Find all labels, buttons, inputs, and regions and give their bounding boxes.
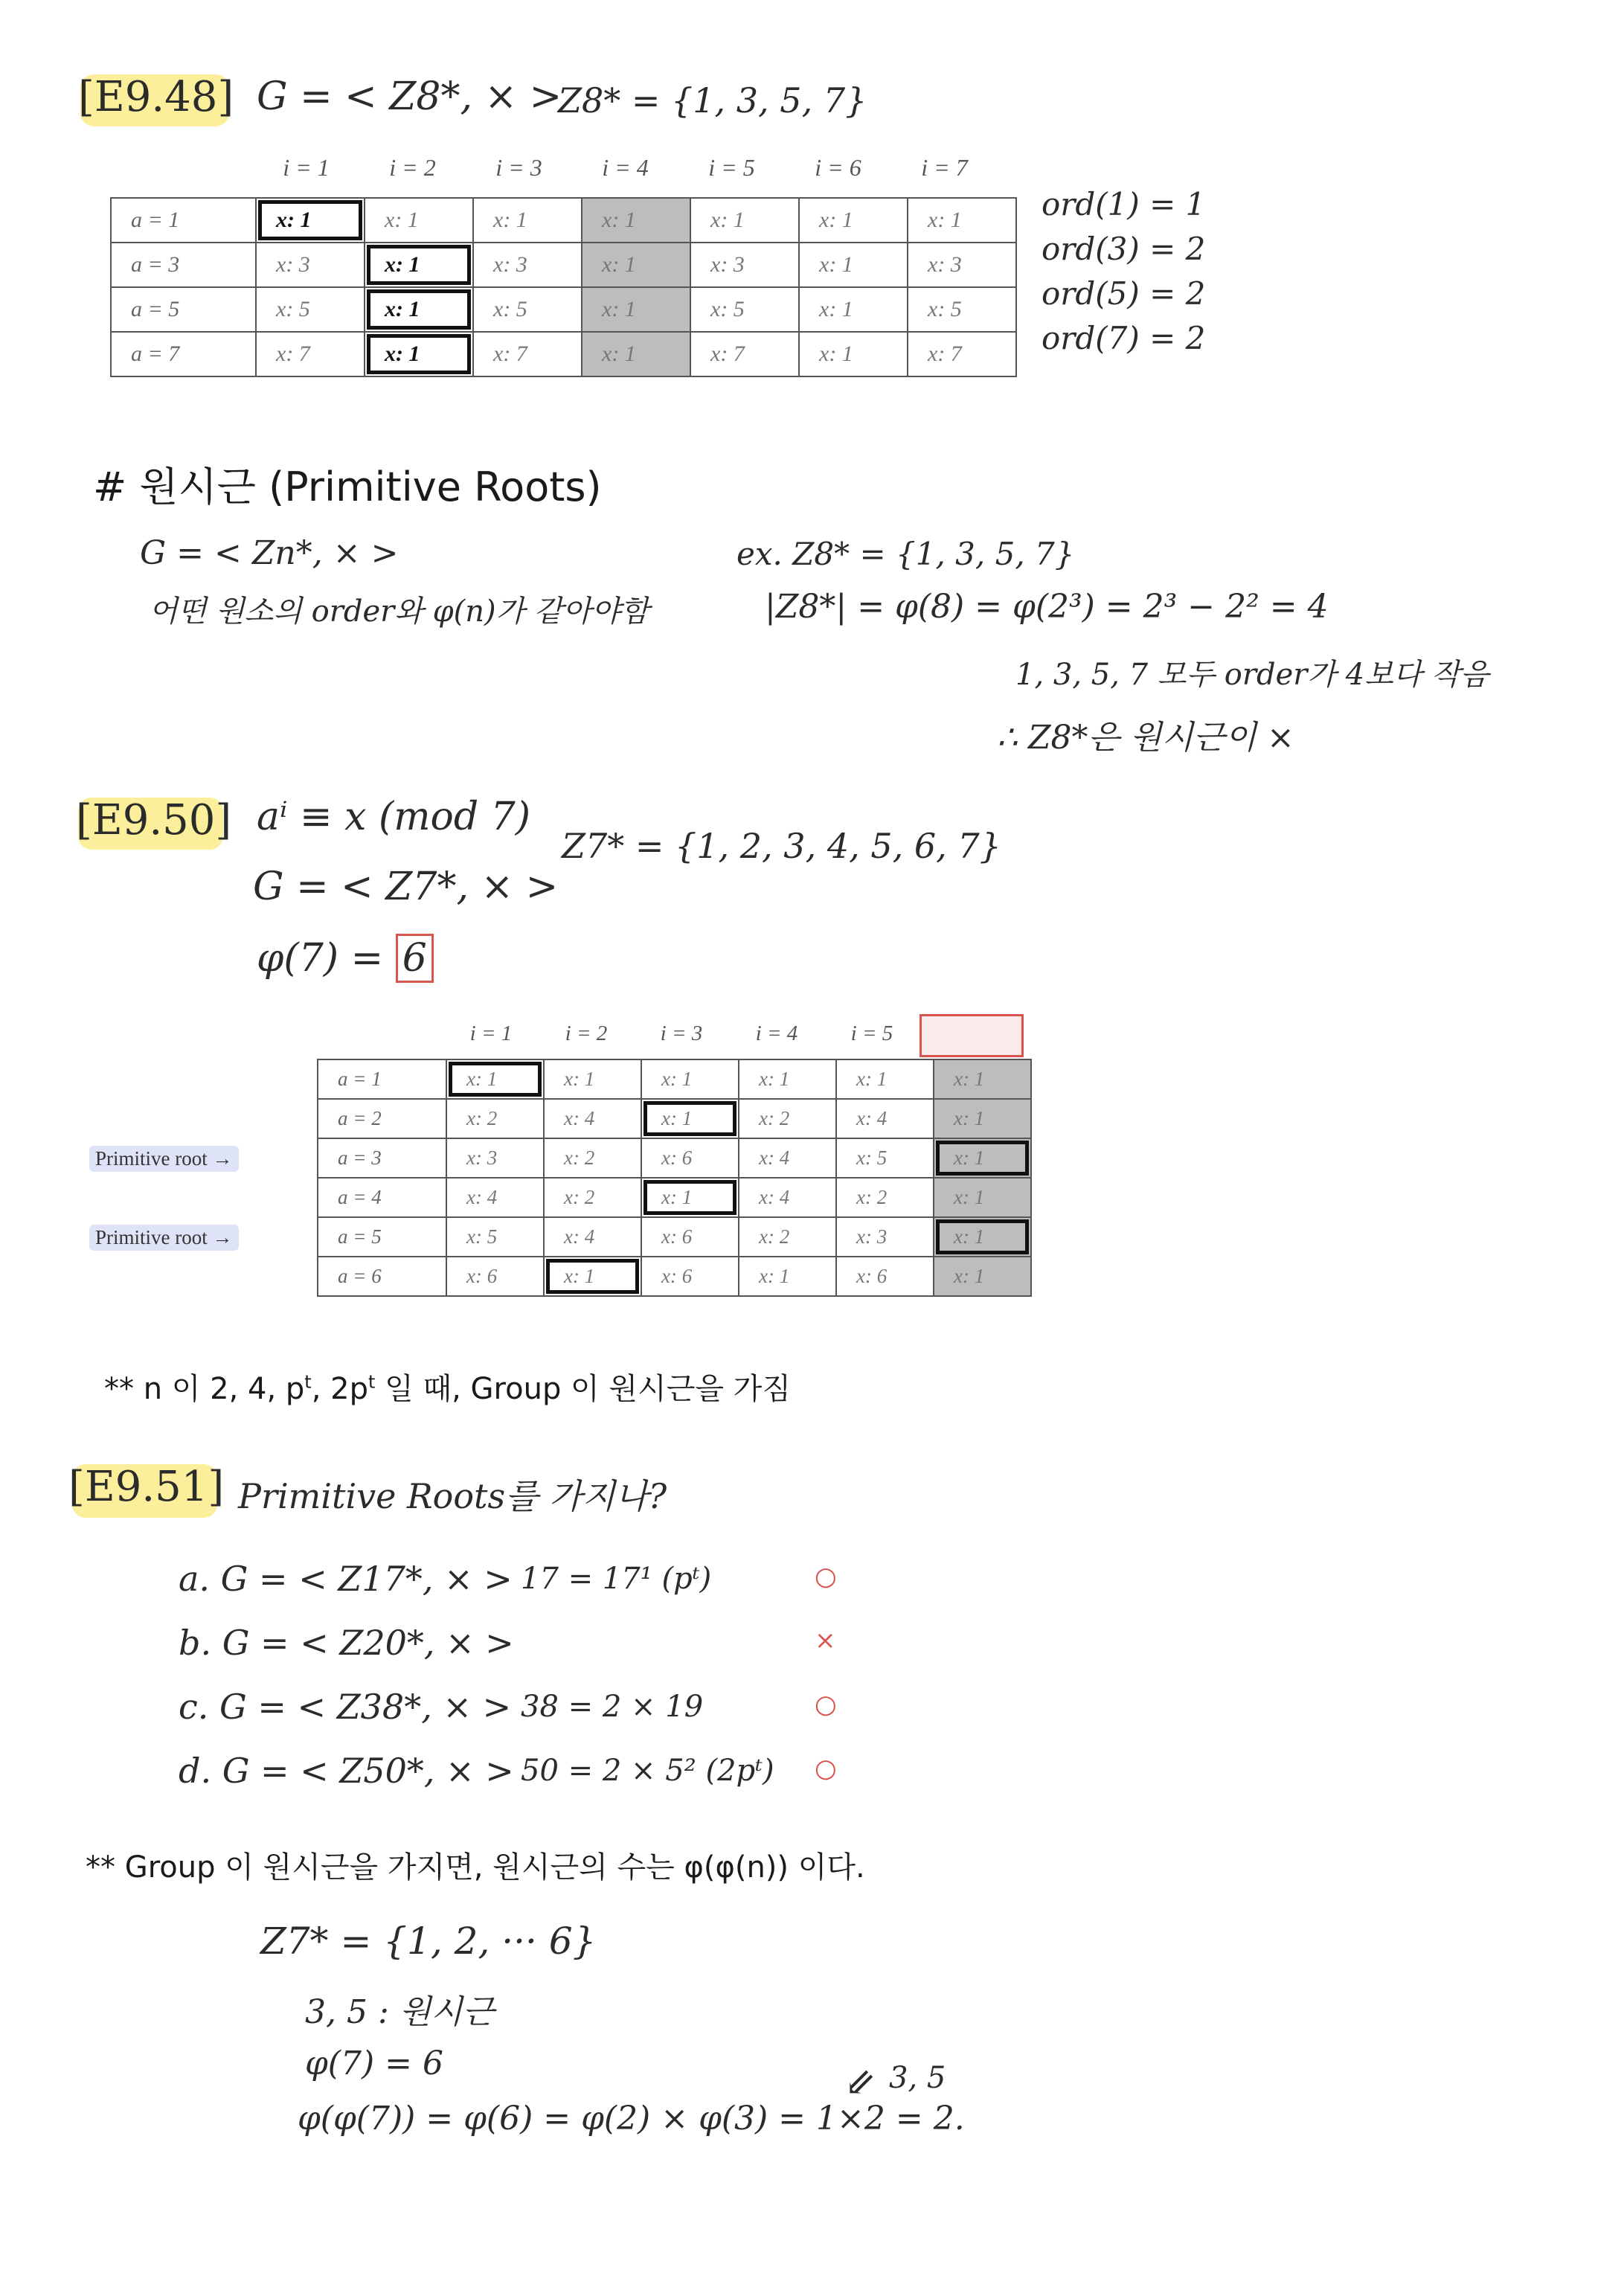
table-cell: x: 5 bbox=[908, 287, 1016, 332]
row-label: a = 7 bbox=[111, 332, 256, 376]
table-row bbox=[111, 287, 1016, 332]
table-cell: x: 1 bbox=[799, 332, 908, 376]
table-cell: x: 3 bbox=[446, 1138, 544, 1178]
e950-group: G = < Z7*, × > bbox=[253, 865, 559, 909]
table-cell: x: 6 bbox=[641, 1138, 739, 1178]
table-cell: x: 1 bbox=[582, 198, 690, 243]
table-cell: x: 2 bbox=[836, 1178, 934, 1217]
note-prefix: ** n 이 2, 4, p bbox=[104, 1372, 305, 1406]
table-cell: x: 4 bbox=[739, 1178, 836, 1217]
e951-item-mark: ○ bbox=[815, 1690, 837, 1719]
e951-item-calc: 17 = 17¹ (pᵗ) bbox=[521, 1562, 712, 1596]
e951-question: Primitive Roots를 가지나? bbox=[238, 1476, 667, 1516]
e950-table bbox=[317, 1059, 1032, 1297]
table-cell: x: 1 bbox=[934, 1257, 1031, 1296]
row-label: a = 1 bbox=[111, 198, 256, 243]
row-label: a = 1 bbox=[318, 1059, 446, 1099]
table-cell: x: 6 bbox=[641, 1217, 739, 1257]
e948-col-header: i = 6 bbox=[815, 154, 861, 181]
e950-col-header: i = 2 bbox=[565, 1022, 608, 1045]
order-3: ord(3) = 2 bbox=[1042, 231, 1206, 267]
e950-col-header: i = 3 bbox=[660, 1022, 703, 1045]
table-cell: x: 6 bbox=[641, 1257, 739, 1296]
table-cell: x: 1 bbox=[641, 1178, 739, 1217]
e948-set: Z8* = {1, 3, 5, 7} bbox=[558, 80, 867, 121]
table-cell: x: 1 bbox=[446, 1059, 544, 1099]
table-cell: x: 1 bbox=[934, 1138, 1031, 1178]
e948-col-header: i = 2 bbox=[389, 154, 436, 181]
e951-phi7: φ(7) = 6 bbox=[305, 2045, 443, 2082]
e948-col-header: i = 1 bbox=[283, 154, 330, 181]
table-cell: x: 3 bbox=[908, 243, 1016, 287]
primitive-root-label-a3: Primitive root → bbox=[89, 1146, 239, 1172]
e951-phiphi: φ(φ(7)) = φ(6) = φ(2) × φ(3) = 1×2 = 2. bbox=[298, 2100, 965, 2138]
table-cell: x: 1 bbox=[690, 198, 799, 243]
e950-phi-label: φ(7) = bbox=[257, 936, 384, 981]
e951-roots: 3, 5 : 원시근 bbox=[305, 1993, 495, 2031]
note-sup-1: t bbox=[304, 1371, 312, 1393]
table-cell: x: 4 bbox=[446, 1178, 544, 1217]
i6-highlight-box bbox=[919, 1014, 1024, 1057]
table-cell: x: 2 bbox=[544, 1178, 641, 1217]
e951-arrow-note: 3, 5 bbox=[889, 2061, 946, 2095]
table-cell: x: 1 bbox=[799, 198, 908, 243]
note-mid: , 2p bbox=[311, 1372, 368, 1406]
row-label: a = 5 bbox=[318, 1217, 446, 1257]
arrow-icon: ⇙ bbox=[844, 2061, 876, 2104]
table-cell: x: 1 bbox=[908, 198, 1016, 243]
e950-phi-value: 6 bbox=[396, 934, 434, 983]
table-cell: x: 5 bbox=[473, 287, 582, 332]
table-cell: x: 1 bbox=[799, 243, 908, 287]
table-cell: x: 1 bbox=[739, 1257, 836, 1296]
row-label: a = 6 bbox=[318, 1257, 446, 1296]
table-cell: x: 1 bbox=[544, 1059, 641, 1099]
table-cell: x: 5 bbox=[690, 287, 799, 332]
e948-col-header: i = 4 bbox=[602, 154, 649, 181]
table-cell: x: 7 bbox=[908, 332, 1016, 376]
table-row bbox=[318, 1138, 1031, 1178]
e951-item-mark: × bbox=[815, 1626, 836, 1655]
table-cell: x: 1 bbox=[934, 1178, 1031, 1217]
table-cell: x: 2 bbox=[446, 1099, 544, 1138]
e950-col-header: i = 4 bbox=[755, 1022, 798, 1045]
table-cell: x: 7 bbox=[690, 332, 799, 376]
e950-congruence: aⁱ ≡ x (mod 7) bbox=[257, 795, 531, 839]
table-cell: x: 1 bbox=[799, 287, 908, 332]
row-label: a = 3 bbox=[318, 1138, 446, 1178]
table-cell: x: 6 bbox=[446, 1257, 544, 1296]
e950-note bbox=[104, 1365, 791, 1408]
primitive-example-note: 1, 3, 5, 7 모두 order가 4보다 작음 bbox=[1015, 658, 1489, 692]
table-cell: x: 4 bbox=[544, 1099, 641, 1138]
table-cell: x: 1 bbox=[934, 1099, 1031, 1138]
table-cell: x: 1 bbox=[934, 1059, 1031, 1099]
table-cell: x: 1 bbox=[365, 332, 473, 376]
e948-col-header: i = 3 bbox=[495, 154, 542, 181]
table-row bbox=[318, 1059, 1031, 1099]
table-cell: x: 3 bbox=[473, 243, 582, 287]
e951-item-label: d. G = < Z50*, × > bbox=[179, 1751, 514, 1791]
row-label: a = 2 bbox=[318, 1099, 446, 1138]
table-cell: x: 1 bbox=[934, 1217, 1031, 1257]
e950-tag: [E9.50] bbox=[76, 796, 232, 844]
e951-item-label: b. G = < Z20*, × > bbox=[179, 1623, 514, 1663]
table-cell: x: 4 bbox=[739, 1138, 836, 1178]
table-cell: x: 3 bbox=[836, 1217, 934, 1257]
row-label: a = 3 bbox=[111, 243, 256, 287]
table-cell: x: 1 bbox=[641, 1059, 739, 1099]
primitive-group: G = < Zn*, × > bbox=[140, 534, 399, 572]
e948-group: G = < Z8*, × > bbox=[257, 74, 562, 119]
row-label: a = 5 bbox=[111, 287, 256, 332]
e950-col-header: i = 1 bbox=[469, 1022, 513, 1045]
note-suffix: 일 때, Group 이 원시근을 가짐 bbox=[375, 1372, 791, 1406]
primitive-example-conclusion: ∴ Z8*은 원시근이 × bbox=[997, 719, 1294, 757]
table-cell: x: 7 bbox=[256, 332, 365, 376]
primitive-heading: # 원시근 (Primitive Roots) bbox=[93, 464, 602, 510]
primitive-example-set: ex. Z8* = {1, 3, 5, 7} bbox=[736, 536, 1075, 572]
order-5: ord(5) = 2 bbox=[1042, 275, 1206, 312]
table-cell: x: 1 bbox=[365, 287, 473, 332]
table-cell: x: 4 bbox=[544, 1217, 641, 1257]
table-cell: x: 3 bbox=[690, 243, 799, 287]
table-cell: x: 7 bbox=[473, 332, 582, 376]
order-1: ord(1) = 1 bbox=[1042, 186, 1206, 222]
table-cell: x: 1 bbox=[739, 1059, 836, 1099]
e948-col-header: i = 7 bbox=[921, 154, 968, 181]
e951-item-mark: ○ bbox=[815, 1562, 837, 1591]
table-cell: x: 2 bbox=[739, 1099, 836, 1138]
table-row bbox=[318, 1178, 1031, 1217]
e951-item-calc: 50 = 2 × 5² (2pᵗ) bbox=[521, 1754, 774, 1788]
e951-tag: [E9.51] bbox=[68, 1463, 225, 1511]
table-cell: x: 1 bbox=[365, 243, 473, 287]
table-cell: x: 1 bbox=[582, 243, 690, 287]
order-7: ord(7) = 2 bbox=[1042, 320, 1206, 356]
table-cell: x: 5 bbox=[256, 287, 365, 332]
table-cell: x: 3 bbox=[256, 243, 365, 287]
primitive-rule: 어떤 원소의 order와 φ(n)가 같아야함 bbox=[149, 594, 649, 629]
table-cell: x: 2 bbox=[544, 1138, 641, 1178]
table-row bbox=[111, 198, 1016, 243]
table-cell: x: 1 bbox=[256, 198, 365, 243]
table-cell: x: 6 bbox=[836, 1257, 934, 1296]
table-row bbox=[318, 1257, 1031, 1296]
e948-orders bbox=[1042, 182, 1205, 361]
table-cell: x: 1 bbox=[641, 1099, 739, 1138]
table-cell: x: 5 bbox=[446, 1217, 544, 1257]
table-cell: x: 1 bbox=[836, 1059, 934, 1099]
e950-phi bbox=[257, 936, 434, 981]
e948-table bbox=[110, 197, 1017, 377]
e951-set: Z7* = {1, 2, ··· 6} bbox=[260, 1920, 597, 1963]
table-cell: x: 1 bbox=[582, 332, 690, 376]
e951-note: ** Group 이 원시근을 가지면, 원시근의 수는 φ(φ(n)) 이다. bbox=[86, 1850, 865, 1885]
e948-col-header: i = 5 bbox=[708, 154, 755, 181]
primitive-root-label-a5: Primitive root → bbox=[89, 1225, 239, 1251]
table-cell: x: 1 bbox=[582, 287, 690, 332]
note-sup-2: t bbox=[368, 1371, 376, 1393]
table-cell: x: 5 bbox=[836, 1138, 934, 1178]
table-row bbox=[318, 1099, 1031, 1138]
e951-item-mark: ○ bbox=[815, 1754, 837, 1783]
e950-set: Z7* = {1, 2, 3, 4, 5, 6, 7} bbox=[562, 826, 1001, 866]
e951-item-label: c. G = < Z38*, × > bbox=[179, 1687, 512, 1727]
table-cell: x: 1 bbox=[544, 1257, 641, 1296]
table-cell: x: 2 bbox=[739, 1217, 836, 1257]
table-row bbox=[111, 243, 1016, 287]
table-cell: x: 4 bbox=[836, 1099, 934, 1138]
e951-item-label: a. G = < Z17*, × > bbox=[179, 1559, 513, 1599]
e948-tag: [E9.48] bbox=[78, 73, 234, 121]
table-row bbox=[111, 332, 1016, 376]
table-cell: x: 1 bbox=[365, 198, 473, 243]
table-cell: x: 1 bbox=[473, 198, 582, 243]
e951-item-calc: 38 = 2 × 19 bbox=[521, 1690, 704, 1724]
e950-col-header: i = 5 bbox=[850, 1022, 893, 1045]
primitive-example-phi: |Z8*| = φ(8) = φ(2³) = 2³ − 2² = 4 bbox=[765, 588, 1329, 626]
table-row bbox=[318, 1217, 1031, 1257]
row-label: a = 4 bbox=[318, 1178, 446, 1217]
